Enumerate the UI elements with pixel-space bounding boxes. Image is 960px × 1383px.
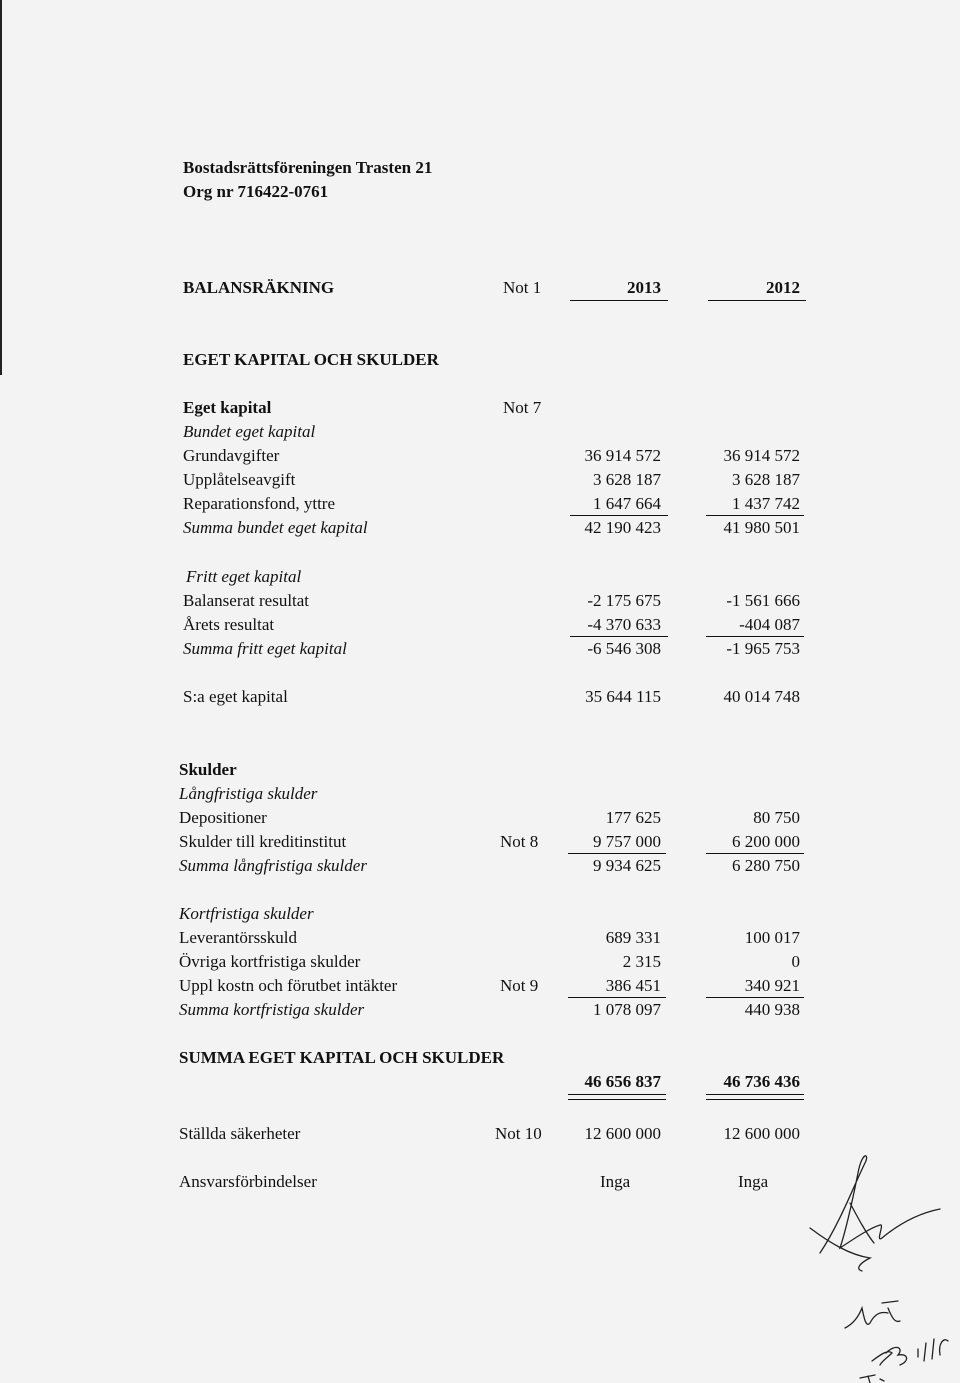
lang-heading: Långfristiga skulder: [179, 784, 318, 803]
skulder-heading: Skulder: [179, 760, 237, 779]
balance-title: BALANSRÄKNING: [183, 278, 335, 297]
sum-underline: [706, 853, 804, 854]
kort-heading: Kortfristiga skulder: [179, 904, 314, 923]
note-ref: Not 8: [500, 832, 539, 851]
value-2012: 100 017: [744, 928, 800, 947]
row-label: Balanserat resultat: [183, 591, 310, 610]
sum-underline: [706, 636, 804, 637]
value-2012: 3 628 187: [732, 470, 800, 489]
sum-2013: 1 078 097: [593, 1000, 661, 1019]
value-2013: -2 175 675: [587, 591, 661, 610]
grand-total-2013: 46 656 837: [584, 1072, 661, 1091]
eget-kapital-heading: Eget kapital: [183, 398, 272, 417]
value-2013: 2 315: [622, 952, 661, 971]
value-2013: -4 370 633: [587, 615, 661, 634]
ansvar-2012: Inga: [738, 1172, 769, 1191]
sum-label: Summa fritt eget kapital: [183, 639, 347, 658]
value-2013: 689 331: [605, 928, 661, 947]
sum-underline: [568, 997, 666, 998]
note-ref: Not 7: [503, 398, 542, 417]
stallda-2013: 12 600 000: [584, 1124, 661, 1143]
note-ref: Not 10: [495, 1124, 542, 1143]
sum-2012: 440 938: [744, 1000, 800, 1019]
value-2012: 36 914 572: [723, 446, 800, 465]
value-2012: 6 200 000: [732, 832, 800, 851]
sum-underline: [706, 997, 804, 998]
section-title: EGET KAPITAL OCH SKULDER: [183, 350, 439, 369]
year-2013-underline: [570, 300, 668, 301]
value-2012: -404 087: [739, 615, 800, 634]
stallda-2012: 12 600 000: [723, 1124, 800, 1143]
org-number: Org nr 716422-0761: [183, 182, 329, 201]
value-2012: 80 750: [753, 808, 800, 827]
value-2013: 386 451: [605, 976, 661, 995]
value-2013: 1 647 664: [593, 494, 661, 513]
sum-label: Summa kortfristiga skulder: [179, 1000, 365, 1019]
stallda-label: Ställda säkerheter: [179, 1124, 301, 1143]
note-ref: Not 1: [503, 278, 542, 297]
sum-2012: -1 965 753: [726, 639, 800, 658]
row-label: Skulder till kreditinstitut: [179, 832, 347, 851]
fritt-heading: Fritt eget kapital: [186, 567, 302, 586]
grand-total-label: SUMMA EGET KAPITAL OCH SKULDER: [179, 1048, 505, 1067]
grand-total-2012: 46 736 436: [723, 1072, 800, 1091]
sum-2013: 42 190 423: [584, 518, 661, 537]
row-label: Leverantörsskuld: [179, 928, 298, 947]
sum-underline: [570, 636, 668, 637]
page-edge-line: [0, 0, 2, 375]
value-2013: 36 914 572: [584, 446, 661, 465]
year-2013-header: 2013: [627, 278, 661, 297]
value-2012: 0: [791, 952, 800, 971]
handwritten-signature: [800, 1143, 960, 1383]
value-2012: -1 561 666: [726, 591, 800, 610]
ansvar-2013: Inga: [600, 1172, 631, 1191]
sum-label: Summa bundet eget kapital: [183, 518, 368, 537]
double-underline: [568, 1094, 666, 1100]
sum-underline: [706, 515, 804, 516]
value-2012: 1 437 742: [732, 494, 800, 513]
double-underline: [706, 1094, 804, 1100]
total-label: S:a eget kapital: [183, 687, 288, 706]
sum-2013: 9 934 625: [593, 856, 661, 875]
sum-underline: [568, 853, 666, 854]
row-label: Årets resultat: [183, 615, 275, 634]
year-2012-header: 2012: [766, 278, 800, 297]
value-2012: 340 921: [744, 976, 800, 995]
row-label: Övriga kortfristiga skulder: [179, 952, 361, 971]
sum-2012: 6 280 750: [732, 856, 800, 875]
row-label: Upplåtelseavgift: [183, 470, 296, 489]
sum-2013: -6 546 308: [587, 639, 661, 658]
value-2013: 177 625: [605, 808, 661, 827]
ansvar-label: Ansvarsförbindelser: [179, 1172, 317, 1191]
value-2013: 9 757 000: [593, 832, 661, 851]
sum-2012: 41 980 501: [723, 518, 800, 537]
row-label: Grundavgifter: [183, 446, 280, 465]
signature-text: AB: llll T.: [800, 1143, 805, 1144]
total-2013: 35 644 115: [585, 687, 661, 706]
year-2012-underline: [708, 300, 806, 301]
sum-label: Summa långfristiga skulder: [179, 856, 367, 875]
row-label: Uppl kostn och förutbet intäkter: [179, 976, 398, 995]
note-ref: Not 9: [500, 976, 539, 995]
bundet-heading: Bundet eget kapital: [183, 422, 316, 441]
row-label: Reparationsfond, yttre: [183, 494, 336, 513]
row-label: Depositioner: [179, 808, 267, 827]
value-2013: 3 628 187: [593, 470, 661, 489]
org-name: Bostadsrättsföreningen Trasten 21: [183, 158, 433, 177]
sum-underline: [570, 515, 668, 516]
total-2012: 40 014 748: [723, 687, 800, 706]
